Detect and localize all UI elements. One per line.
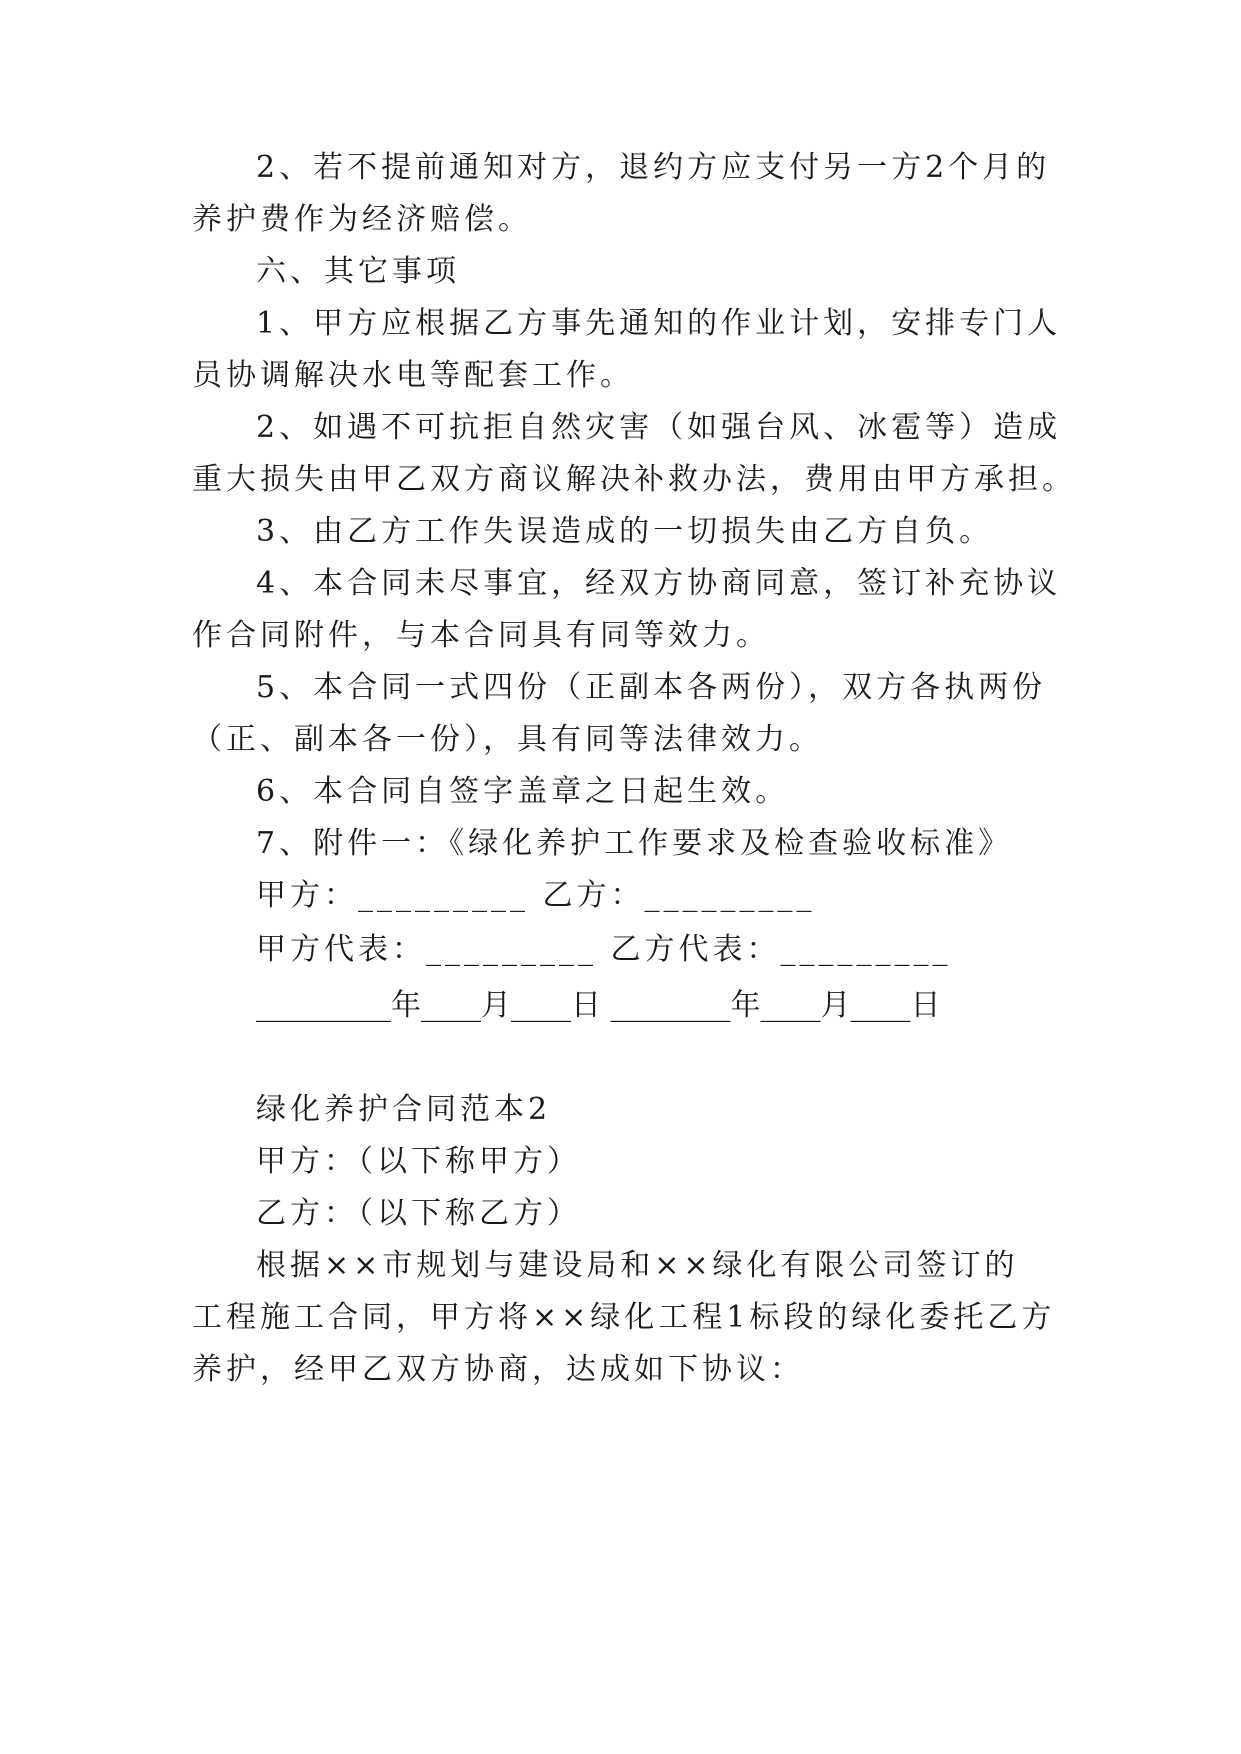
paragraph-line: 作合同附件，与本合同具有同等效力。	[192, 618, 770, 653]
paragraph-line: 工程施工合同，甲方将××绿化工程1标段的绿化委托乙方	[192, 1300, 1056, 1335]
paragraph-line: 养护，经甲乙双方协商，达成如下协议：	[192, 1352, 804, 1387]
paragraph-line: 5、本合同一式四份（正副本各两份），双方各执两份	[256, 670, 1047, 705]
party-b-line: 乙方：（以下称乙方）	[256, 1196, 581, 1231]
signature-date-line: _________年____月____日 ________年____月____日	[256, 988, 941, 1023]
paragraph-line: 2、若不提前通知对方，退约方应支付另一方2个月的	[256, 150, 1051, 185]
paragraph-line: 1、甲方应根据乙方事先通知的作业计划，安排专门人	[256, 306, 1062, 341]
paragraph-line: 员协调解决水电等配套工作。	[192, 358, 634, 393]
paragraph-line: 重大损失由甲乙双方商议解决补救办法，费用由甲方承担。	[192, 462, 1076, 497]
section-heading: 六、其它事项	[256, 254, 460, 289]
paragraph-line: 3、由乙方工作失误造成的一切损失由乙方自负。	[256, 514, 994, 549]
signature-parties-line: 甲方：_________ 乙方：_________	[256, 878, 816, 913]
paragraph-line: 养护费作为经济赔偿。	[192, 202, 532, 237]
signature-representatives-line: 甲方代表：_________ 乙方代表：_________	[256, 932, 952, 967]
paragraph-line: 根据××市规划与建设局和××绿化有限公司签订的	[256, 1248, 1019, 1283]
contract-title: 绿化养护合同范本2	[256, 1092, 552, 1127]
paragraph-line: 4、本合同未尽事宜，经双方协商同意，签订补充协议	[256, 566, 1062, 601]
party-a-line: 甲方：（以下称甲方）	[256, 1144, 581, 1179]
paragraph-line: （正、副本各一份），具有同等法律效力。	[192, 722, 823, 757]
paragraph-line: 6、本合同自签字盖章之日起生效。	[256, 774, 790, 809]
paragraph-line: 2、如遇不可抗拒自然灾害（如强台风、冰雹等）造成	[256, 410, 1062, 445]
paragraph-line: 7、附件一：《绿化养护工作要求及检查验收标准》	[256, 826, 1013, 861]
